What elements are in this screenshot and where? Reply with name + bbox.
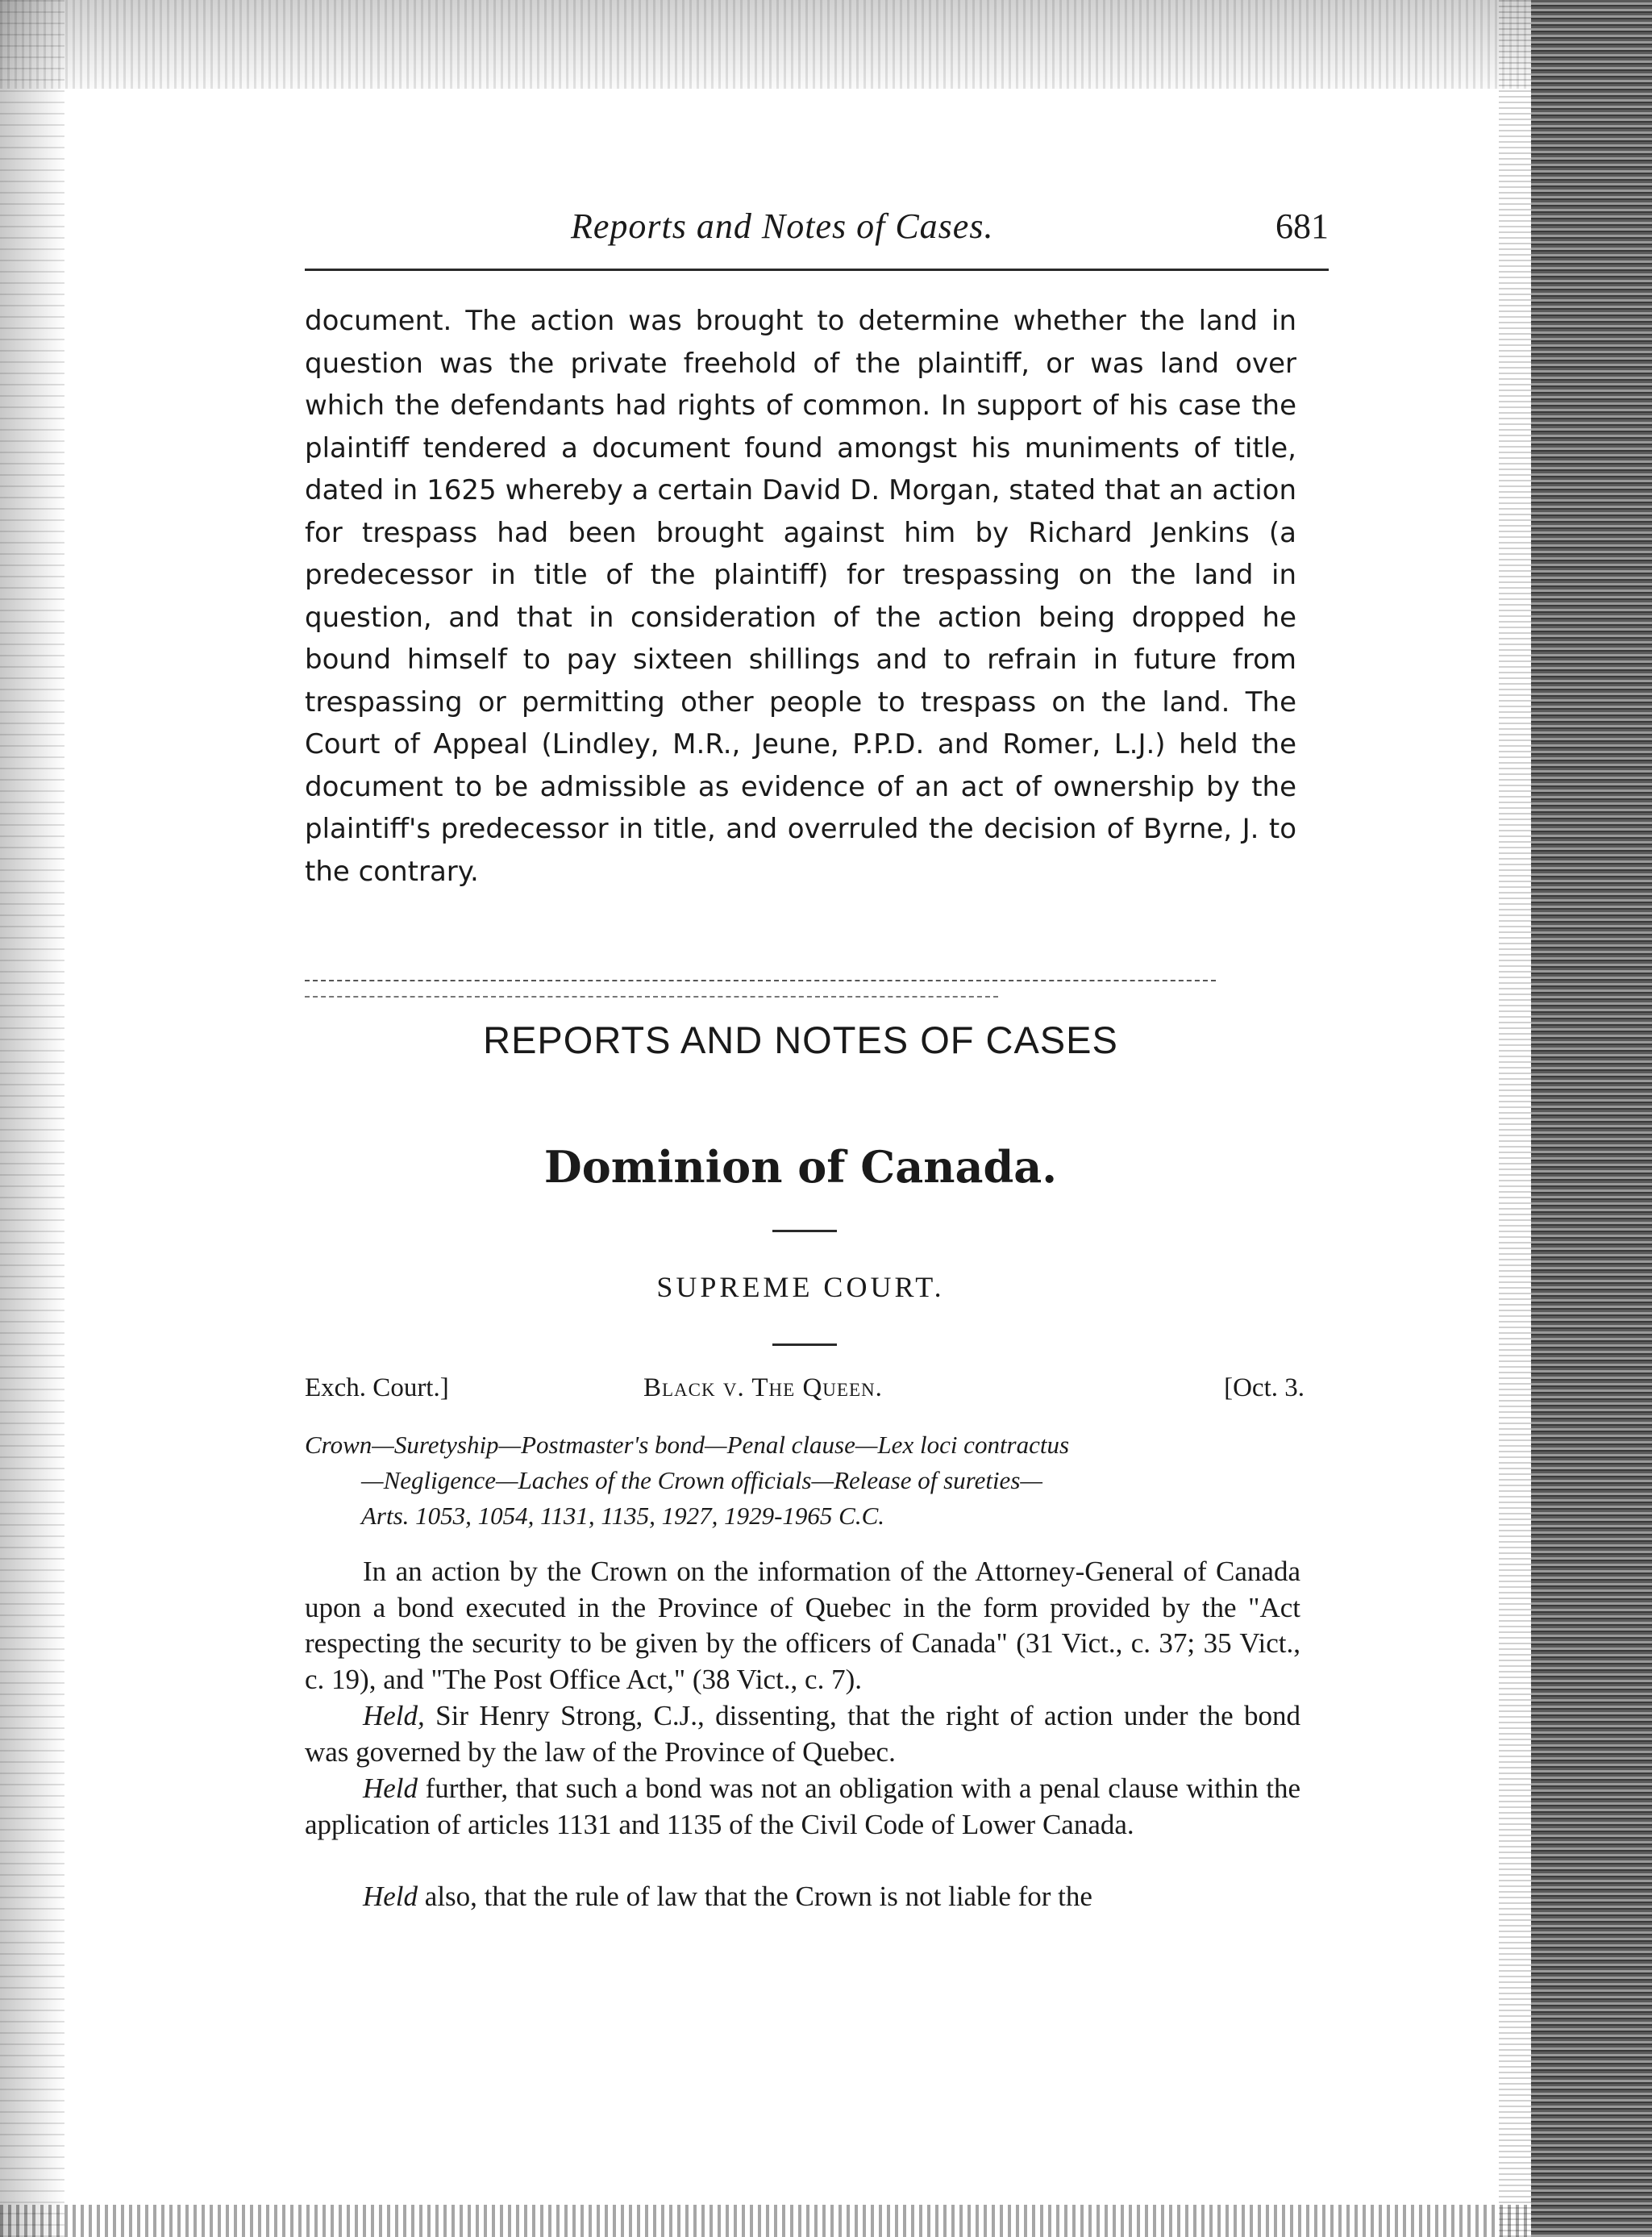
held-label: Held, [363,1700,425,1731]
case-court: Exch. Court.] [305,1373,449,1402]
case-paragraph-text: Sir Henry Strong, C.J., dissenting, that the right of action under the bond was governed by the law of the Province of Quebec. [305,1700,1300,1768]
held-label: Held [363,1881,418,1912]
case-paragraph: In an action by the Crown on the information of the Attorney-General of Canada upon a bond executed in the Province of Quebec in the form provided by the "Act respecting the security to be given by the officers of Canada" (31 Vict., c. 37; 35 Vict., c. 19), and "The Post Office Act," (38 Vict., c. 7). [305,1556,1300,1695]
header-rule [305,269,1329,271]
short-rule [772,1343,837,1346]
scan-top-edge [0,0,1532,89]
case-name: Black v. The Queen. [643,1373,883,1402]
scan-bottom-edge [0,2205,1532,2237]
case-headnote [305,1427,1300,1534]
headnote-line: Arts. 1053, 1054, 1131, 1135, 1927, 1929-1965 C.C. [361,1502,885,1530]
case-caption [305,1373,1305,1414]
section-divider [305,980,1216,981]
case-paragraph-text: further, that such a bond was not an obligation with a penal clause within the application of articles 1131 and 1135 of the Civil Code of Lower Canada. [305,1773,1300,1840]
case-paragraph-text: also, that the rule of law that the Crown is not liable for the [418,1881,1092,1912]
court-name: SUPREME COURT. [656,1271,945,1303]
page-header [305,206,1329,262]
headnote-line: Crown—Suretyship—Postmaster's bond—Penal clause—Lex loci contractus [305,1431,1070,1459]
page-number: 681 [1275,206,1329,246]
section-divider-secondary [305,996,998,998]
scan-left-edge [0,0,64,2237]
section-title: REPORTS AND NOTES OF CASES [483,1019,1118,1061]
dominion-title: Dominion of Canada. [543,1141,1058,1193]
case-paragraph [305,1879,1300,1915]
held-label: Held [363,1773,418,1804]
headnote-line: —Negligence—Laches of the Crown officials—Release of sureties— [361,1466,1042,1494]
paragraph-continued: document. The action was brought to determine whether the land in question was the private freehold of the plaintiff, or was land over which the defendants had rights of common. In support of his case the plaintiff tendered a document found amongst his muniments of title, dated in 1625 whereby a certain David D. Morgan, stated that an action for trespass had been brought against him by Richard Jenkins (a predecessor in title of the plaintiff) for trespassing on the land in question, and that in consideration of the action being dropped he bound himself to pay sixteen shillings and to refrain in future from trespassing or permitting other people to trespass on the land. The Court of Appeal (Lindley, M.R., Jeune, P.P.D. and Romer, L.J.) held the document to be admissible as evidence of an act of ownership by the plaintiff's predecessor in title, and overruled the decision of Byrne, J. to the contrary. [305,305,1296,888]
scan-right-edge [1531,0,1652,2237]
case-paragraph [305,1698,1300,1770]
case-date: [Oct. 3. [1224,1373,1305,1402]
short-rule [772,1230,837,1232]
case-paragraph [305,1771,1300,1843]
scan-binding-shadow [1499,0,1531,2237]
running-head: Reports and Notes of Cases. [571,206,994,246]
